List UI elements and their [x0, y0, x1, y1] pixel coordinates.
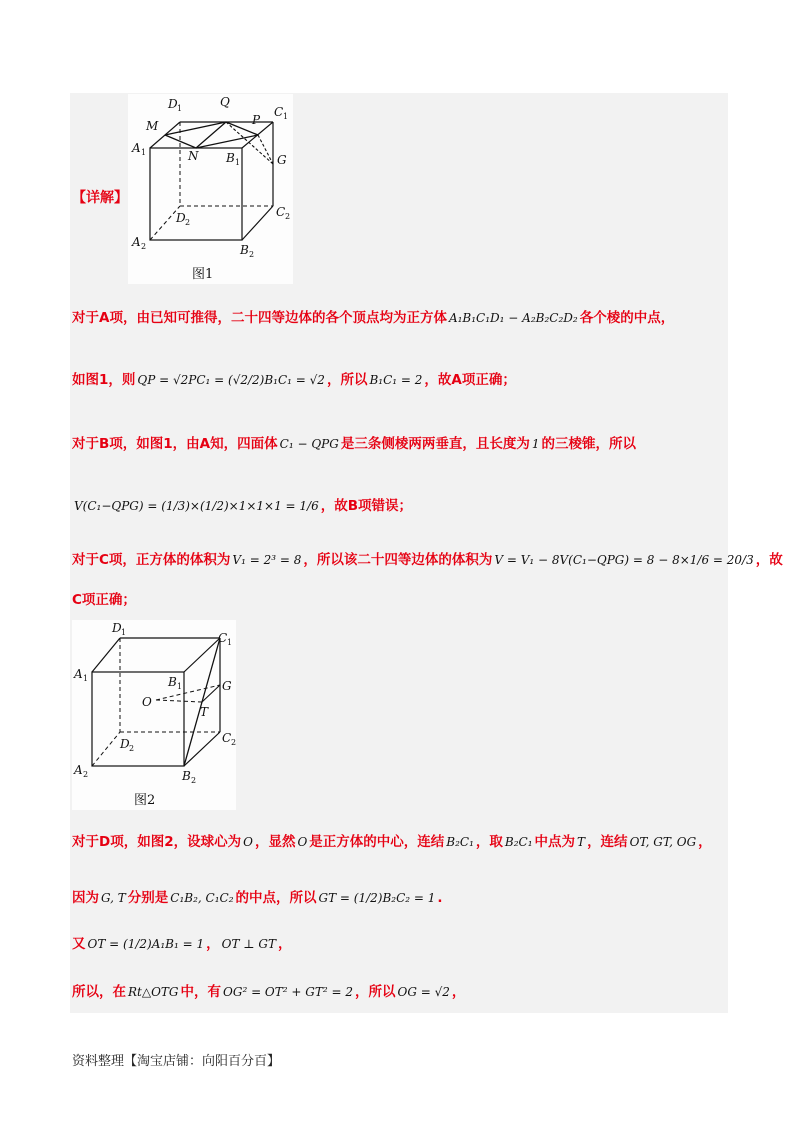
label2-D2: D: [120, 737, 130, 751]
label-G: G: [277, 153, 287, 167]
svg-text:1: 1: [283, 112, 289, 121]
svg-text:1: 1: [177, 682, 183, 691]
label2-T: T: [200, 705, 209, 719]
label-D1: D: [168, 97, 178, 111]
label-P: P: [252, 113, 261, 127]
label-B1: B: [226, 151, 235, 165]
svg-text:1: 1: [177, 104, 183, 113]
line-b-2: V(C₁−QPG) = (1/3)×(1/2)×1×1×1 = 1/6 ，故B项错误；: [74, 498, 413, 514]
line-a-2: 如图1，则 QP = √2PC₁ = (√2/2)B₁C₁ = √2 ，所以 B₁C₁ = 2 ，故A项正确；: [72, 372, 516, 388]
label-N: N: [188, 149, 199, 163]
svg-text:2: 2: [231, 738, 236, 747]
label2-D1: D: [112, 621, 122, 635]
figure-2-caption: 图2: [134, 793, 156, 808]
svg-text:2: 2: [141, 242, 147, 251]
label-Q: Q: [220, 95, 230, 109]
line-c-2: C项正确；: [72, 592, 136, 608]
svg-text:1: 1: [141, 148, 147, 157]
label2-O: O: [142, 695, 152, 709]
label-B2: B: [240, 243, 249, 257]
line-c-1: 对于C项，正方体的体积为 V₁ = 2³ = 8 ，所以该二十四等边体的体积为 V = V₁ − 8V(C₁−QPG) = 8 − 8×1/6 = 20/3 ，故: [72, 552, 783, 568]
svg-text:2: 2: [83, 770, 89, 779]
line-a-1: 对于A项，由已知可推得，二十四等边体的各个顶点均为正方体 A₁B₁C₁D₁ − A₂B₂C₂D₂ 各个棱的中点，: [72, 310, 675, 326]
figure-2: [72, 620, 236, 810]
svg-text:1: 1: [227, 638, 233, 647]
svg-text:2: 2: [129, 744, 135, 753]
line-d-3: 又 OT = (1/2)A₁B₁ = 1 ， OT ⊥ GT ，: [72, 936, 292, 952]
label2-B1: B: [168, 675, 177, 689]
svg-text:1: 1: [235, 158, 241, 167]
line-d-1: 对于D项，如图2，设球心为 O ，显然 O 是正方体的中心，连结 B₂C₁ ，取 B₂C₁ 中点为 T ，连结 OT, GT, OG ，: [72, 834, 712, 850]
label-D2: D: [176, 211, 186, 225]
line-d-2: 因为 G, T 分别是 C₁B₂, C₁C₂ 的中点，所以 GT = (1/2)B₂C₂ = 1 .: [72, 890, 443, 906]
svg-text:2: 2: [285, 212, 291, 221]
label2-A1: A: [74, 667, 83, 681]
figure-1-caption: 图1: [192, 267, 214, 282]
label-A1: A: [132, 141, 141, 155]
svg-text:1: 1: [83, 674, 89, 683]
label-A2: A: [132, 235, 141, 249]
figure-1: [128, 94, 293, 284]
label2-C2: C: [222, 731, 232, 745]
label2-B2: B: [182, 769, 191, 783]
svg-text:2: 2: [191, 776, 197, 785]
label2-G: G: [222, 679, 232, 693]
svg-text:2: 2: [185, 218, 191, 227]
label-M: M: [146, 119, 159, 133]
line-d-4: 所以，在 Rt△OTG 中，有 OG² = OT² + GT² = 2 ，所以 OG = √2 ，: [72, 984, 466, 1000]
svg-text:2: 2: [249, 250, 255, 259]
line-b-1: 对于B项，如图1，由A知，四面体 C₁ − QPG 是三条侧棱两两垂直，且长度为 1 的三棱锥，所以: [72, 436, 636, 452]
svg-text:1: 1: [121, 628, 127, 637]
label-C2: C: [276, 205, 286, 219]
label2-A2: A: [74, 763, 83, 777]
label-C1: C: [274, 105, 284, 119]
footer-text: 资料整理【淘宝店铺：向阳百分百】: [72, 1054, 281, 1069]
label2-C1: C: [218, 631, 228, 645]
detail-label: 【详解】: [72, 190, 128, 206]
